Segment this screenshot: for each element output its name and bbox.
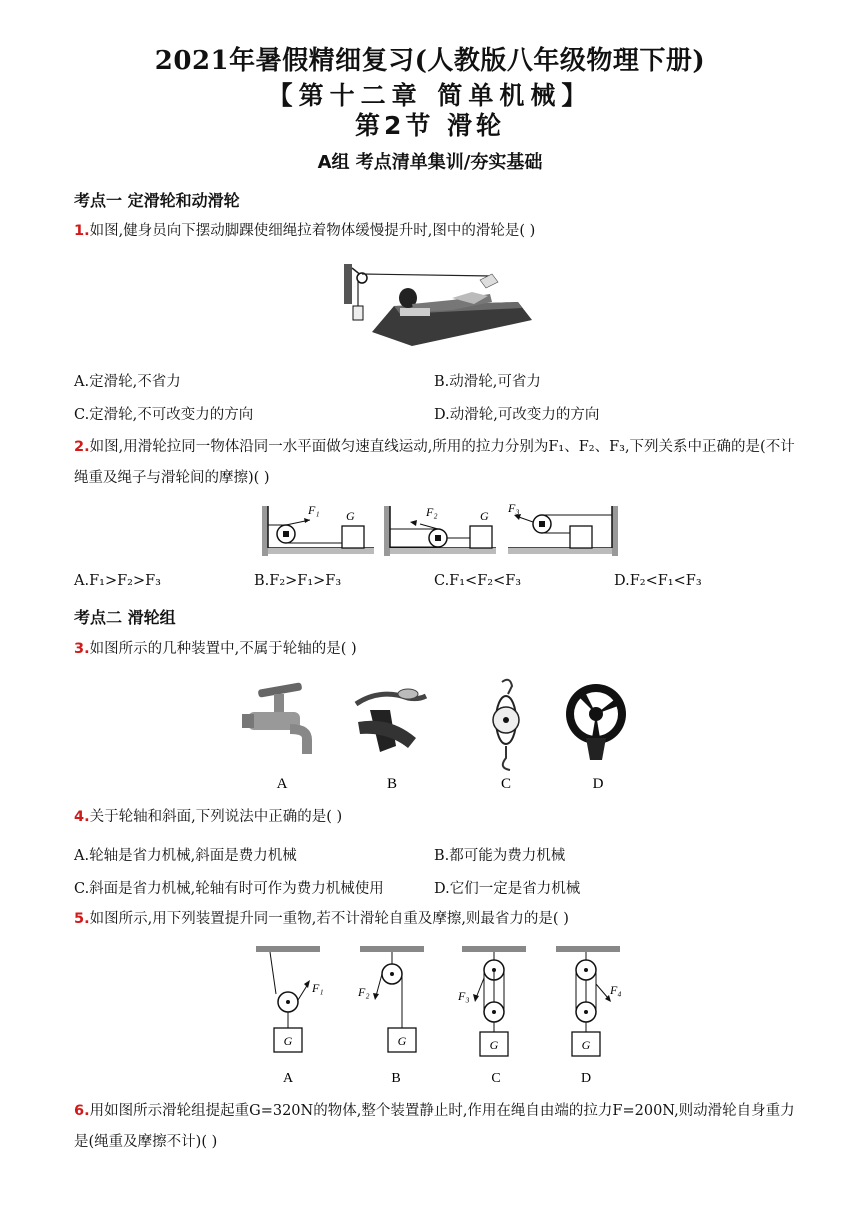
question-4 [74,802,804,833]
q5-weight-c: G [489,1038,499,1052]
q5-label-d: D [580,1071,592,1086]
q5-force-f1: F₁ [312,981,324,995]
q5-force-f4: F₄ [610,983,622,997]
section-heading-1: 考点一 定滑轮和动滑轮 [74,191,240,210]
q3-label-a: A [276,776,288,792]
question-number: 6. [74,1103,90,1119]
q4-option-a[interactable]: A.轮轴是省力机械,斜面是费力机械 [74,848,297,864]
question-1 [74,216,804,247]
question-text: 如图,用滑轮拉同一物体沿同一水平面做匀速直线运动,所用的拉力分别为F₁、F₂、F₃,下列关系中正确的是(不计绳重及绳子与滑轮间的摩擦)( ) [74,439,795,486]
q2-option-c[interactable]: C.F₁<F₂<F₃ [434,573,522,589]
question-text: 如图所示,用下列装置提升同一重物,若不计滑轮自重及摩擦,则最省力的是( ) [89,911,569,927]
question-6 [74,1096,804,1158]
chapter-title: 【第十二章 简单机械】 [267,81,593,110]
question-number: 4. [74,809,90,825]
q1-option-c[interactable]: C.定滑轮,不可改变力的方向 [74,407,254,423]
q2-label-f3: F₃ [508,501,520,515]
q5-figure-pulley-systems [250,944,630,1090]
q2-label-g2: G [480,509,489,523]
q1-option-a[interactable]: A.定滑轮,不省力 [74,374,181,390]
question-text: 如图所示的几种装置中,不属于轮轴的是( ) [89,641,357,657]
document-title: 2021年暑假精细复习(人教版八年级物理下册) [154,46,706,76]
q4-option-d[interactable]: D.它们一定是省力机械 [434,881,581,897]
q2-label-f2: F₂ [426,505,438,519]
question-text: 关于轮轴和斜面,下列说法中正确的是( ) [89,809,343,825]
q4-option-c[interactable]: C.斜面是省力机械,轮轴有时可作为费力机械使用 [74,881,384,897]
question-number: 3. [74,641,90,657]
q4-option-b[interactable]: B.都可能为费力机械 [434,848,566,864]
faucet-icon [242,682,312,754]
handwheel-icon [566,684,626,760]
q5-label-a: A [282,1071,294,1086]
q3-figure-devices [240,676,640,796]
handlebar-icon [356,689,426,752]
q2-option-a[interactable]: A.F₁>F₂>F₃ [74,573,161,589]
q2-option-b[interactable]: B.F₂>F₁>F₃ [254,573,342,589]
question-2 [74,432,804,494]
question-text: 用如图所示滑轮组提起重G=320N的物体,整个装置静止时,作用在绳自由端的拉力F=200N,则动滑轮自身重力是(绳重及摩擦不计)( ) [74,1103,795,1150]
question-3 [74,634,804,665]
section-heading-2: 考点二 滑轮组 [74,608,176,627]
q5-weight-d: G [581,1038,591,1052]
question-5 [74,904,804,935]
q3-label-b: B [386,776,398,792]
question-number: 2. [74,439,90,455]
q2-label-g1: G [346,509,355,523]
q5-weight-a: G [283,1034,293,1048]
q5-force-f3: F₃ [458,989,470,1003]
q2-figure-pulleys [260,500,620,558]
q3-label-c: C [500,776,512,792]
q5-force-f2: F₂ [358,985,370,999]
q1-option-d[interactable]: D.动滑轮,可改变力的方向 [434,407,600,423]
pulley-hook-icon [493,680,519,770]
group-heading: A组 考点清单集训/夯实基础 [317,152,543,173]
question-number: 1. [74,223,90,239]
q2-label-f1: F₁ [308,503,320,517]
q1-option-b[interactable]: B.动滑轮,可省力 [434,374,541,390]
q2-option-d[interactable]: D.F₂<F₁<F₃ [614,573,702,589]
section-title: 第2节 滑轮 [354,111,506,140]
q5-weight-b: G [397,1034,407,1048]
question-number: 5. [74,911,90,927]
q5-label-b: B [391,1071,401,1086]
q3-label-d: D [592,776,604,792]
question-text: 如图,健身员向下摆动脚踝使细绳拉着物体缓慢提升时,图中的滑轮是( ) [89,223,536,239]
q1-figure-fitness [342,262,542,348]
q5-label-c: C [491,1071,501,1086]
